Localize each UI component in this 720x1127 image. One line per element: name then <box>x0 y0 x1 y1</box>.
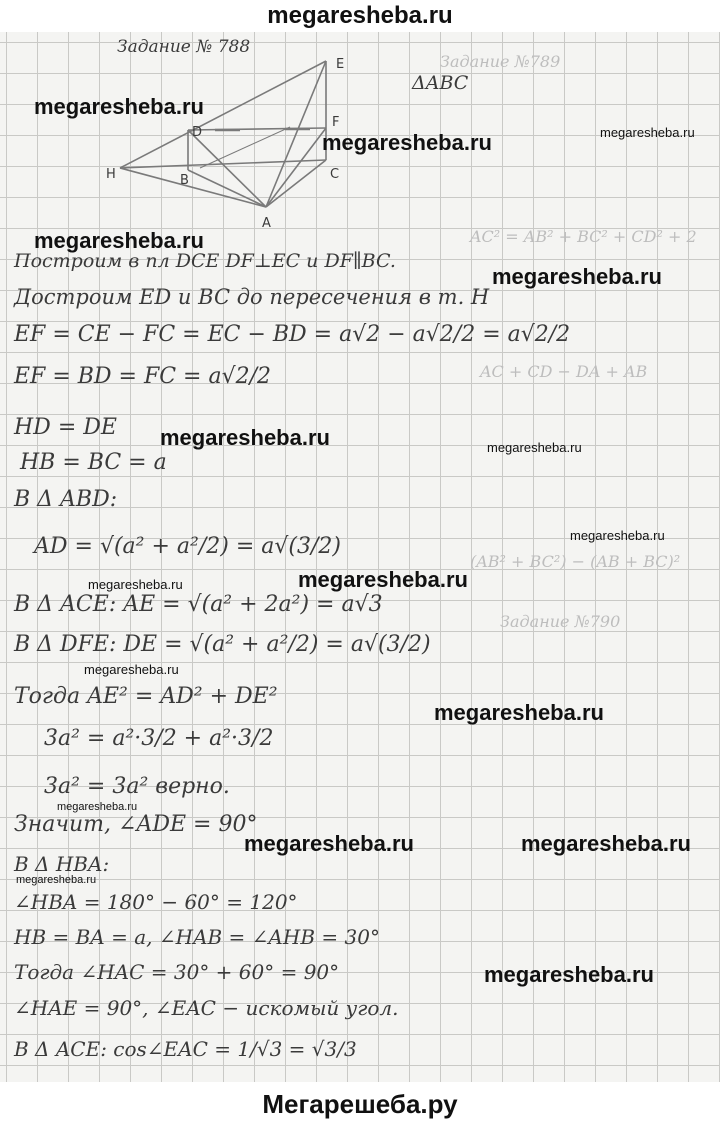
bleed-through-text: Задание №789 <box>440 52 561 71</box>
watermark: megaresheba.ru <box>88 577 183 592</box>
solution-line: 3a² = 3a² верно. <box>44 774 230 799</box>
solution-line: Тогда ∠HAC = 30° + 60° = 90° <box>14 960 340 984</box>
watermark: megaresheba.ru <box>521 831 691 856</box>
watermark: megaresheba.ru <box>34 94 204 119</box>
watermark: megaresheba.ru <box>16 874 97 886</box>
solution-line: Построим в пл DCE DF⊥EC и DF∥BC. <box>14 250 396 272</box>
watermark: megaresheba.ru <box>600 125 695 140</box>
notebook-sheet <box>0 32 720 1082</box>
bleed-through-text: AC + CD − DA + AB <box>480 362 648 381</box>
solution-line: HD = DE <box>14 415 117 440</box>
solution-line: ∠HAE = 90°, ∠EAC − искомый угол. <box>14 996 399 1020</box>
watermark: megaresheba.ru <box>570 528 665 543</box>
watermark: megaresheba.ru <box>160 425 330 450</box>
solution-line: В Δ ACE: AE = √(a² + 2a²) = a√3 <box>14 592 383 617</box>
watermark: megaresheba.ru <box>492 264 662 289</box>
vertex-label-b: B <box>180 173 189 188</box>
solution-line: EF = CE − FC = EC − BD = a√2 − a√2/2 = a√2/2 <box>14 322 571 347</box>
solution-line: Тогда AE² = AD² + DE² <box>14 684 278 709</box>
solution-line: В Δ HBA: <box>14 852 110 876</box>
watermark: megaresheba.ru <box>322 130 492 155</box>
edge-ha <box>120 168 266 207</box>
watermark: megaresheba.ru <box>244 831 414 856</box>
solution-line: HB = BA = a, ∠HAB = ∠AHB = 30° <box>14 925 380 949</box>
site-header: megaresheba.ru <box>0 0 720 32</box>
vertex-label-c: C <box>330 167 340 182</box>
watermark: megaresheba.ru <box>487 440 582 455</box>
triangle-label: ΔABC <box>412 72 469 94</box>
edge-da <box>188 130 266 207</box>
watermark: megaresheba.ru <box>434 700 604 725</box>
solution-line: EF = BD = FC = a√2/2 <box>14 364 272 389</box>
solution-line: 3a² = a²·3/2 + a²·3/2 <box>44 726 274 751</box>
bleed-through-text: AC² = AB² + BC² + CD² + 2 <box>470 227 697 246</box>
watermark: megaresheba.ru <box>298 567 468 592</box>
solution-line: В Δ DFE: DE = √(a² + a²/2) = a√(3/2) <box>14 632 431 657</box>
solution-line: AD = √(a² + a²/2) = a√(3/2) <box>34 534 341 559</box>
vertex-label-d: D <box>192 125 203 140</box>
bleed-through-text: (AB² + BC²) − (AB + BC)² <box>470 552 681 571</box>
vertex-label-f: F <box>332 115 340 130</box>
task-title: Задание № 788 <box>117 37 251 57</box>
solution-line: HB = BC = a <box>20 450 167 475</box>
solution-line: В Δ ACE: cos∠EAC = 1/√3 = √3/3 <box>14 1037 357 1061</box>
site-footer: Мегарешеба.ру <box>0 1082 720 1127</box>
watermark: megaresheba.ru <box>34 228 204 253</box>
solution-line: Достроим ED и BC до пересечения в т. H <box>14 285 490 309</box>
solution-line: ∠HBA = 180° − 60° = 120° <box>14 890 298 914</box>
watermark: megaresheba.ru <box>57 801 138 813</box>
vertex-label-a: A <box>262 216 271 231</box>
watermark: megaresheba.ru <box>84 662 179 677</box>
solution-line: Значит, ∠ADE = 90° <box>14 812 258 837</box>
bleed-through-text: Задание №790 <box>500 612 621 631</box>
solution-line: В Δ ABD: <box>14 487 118 512</box>
vertex-label-e: E <box>336 57 345 72</box>
watermark: megaresheba.ru <box>484 962 654 987</box>
vertex-label-h: H <box>106 167 116 182</box>
